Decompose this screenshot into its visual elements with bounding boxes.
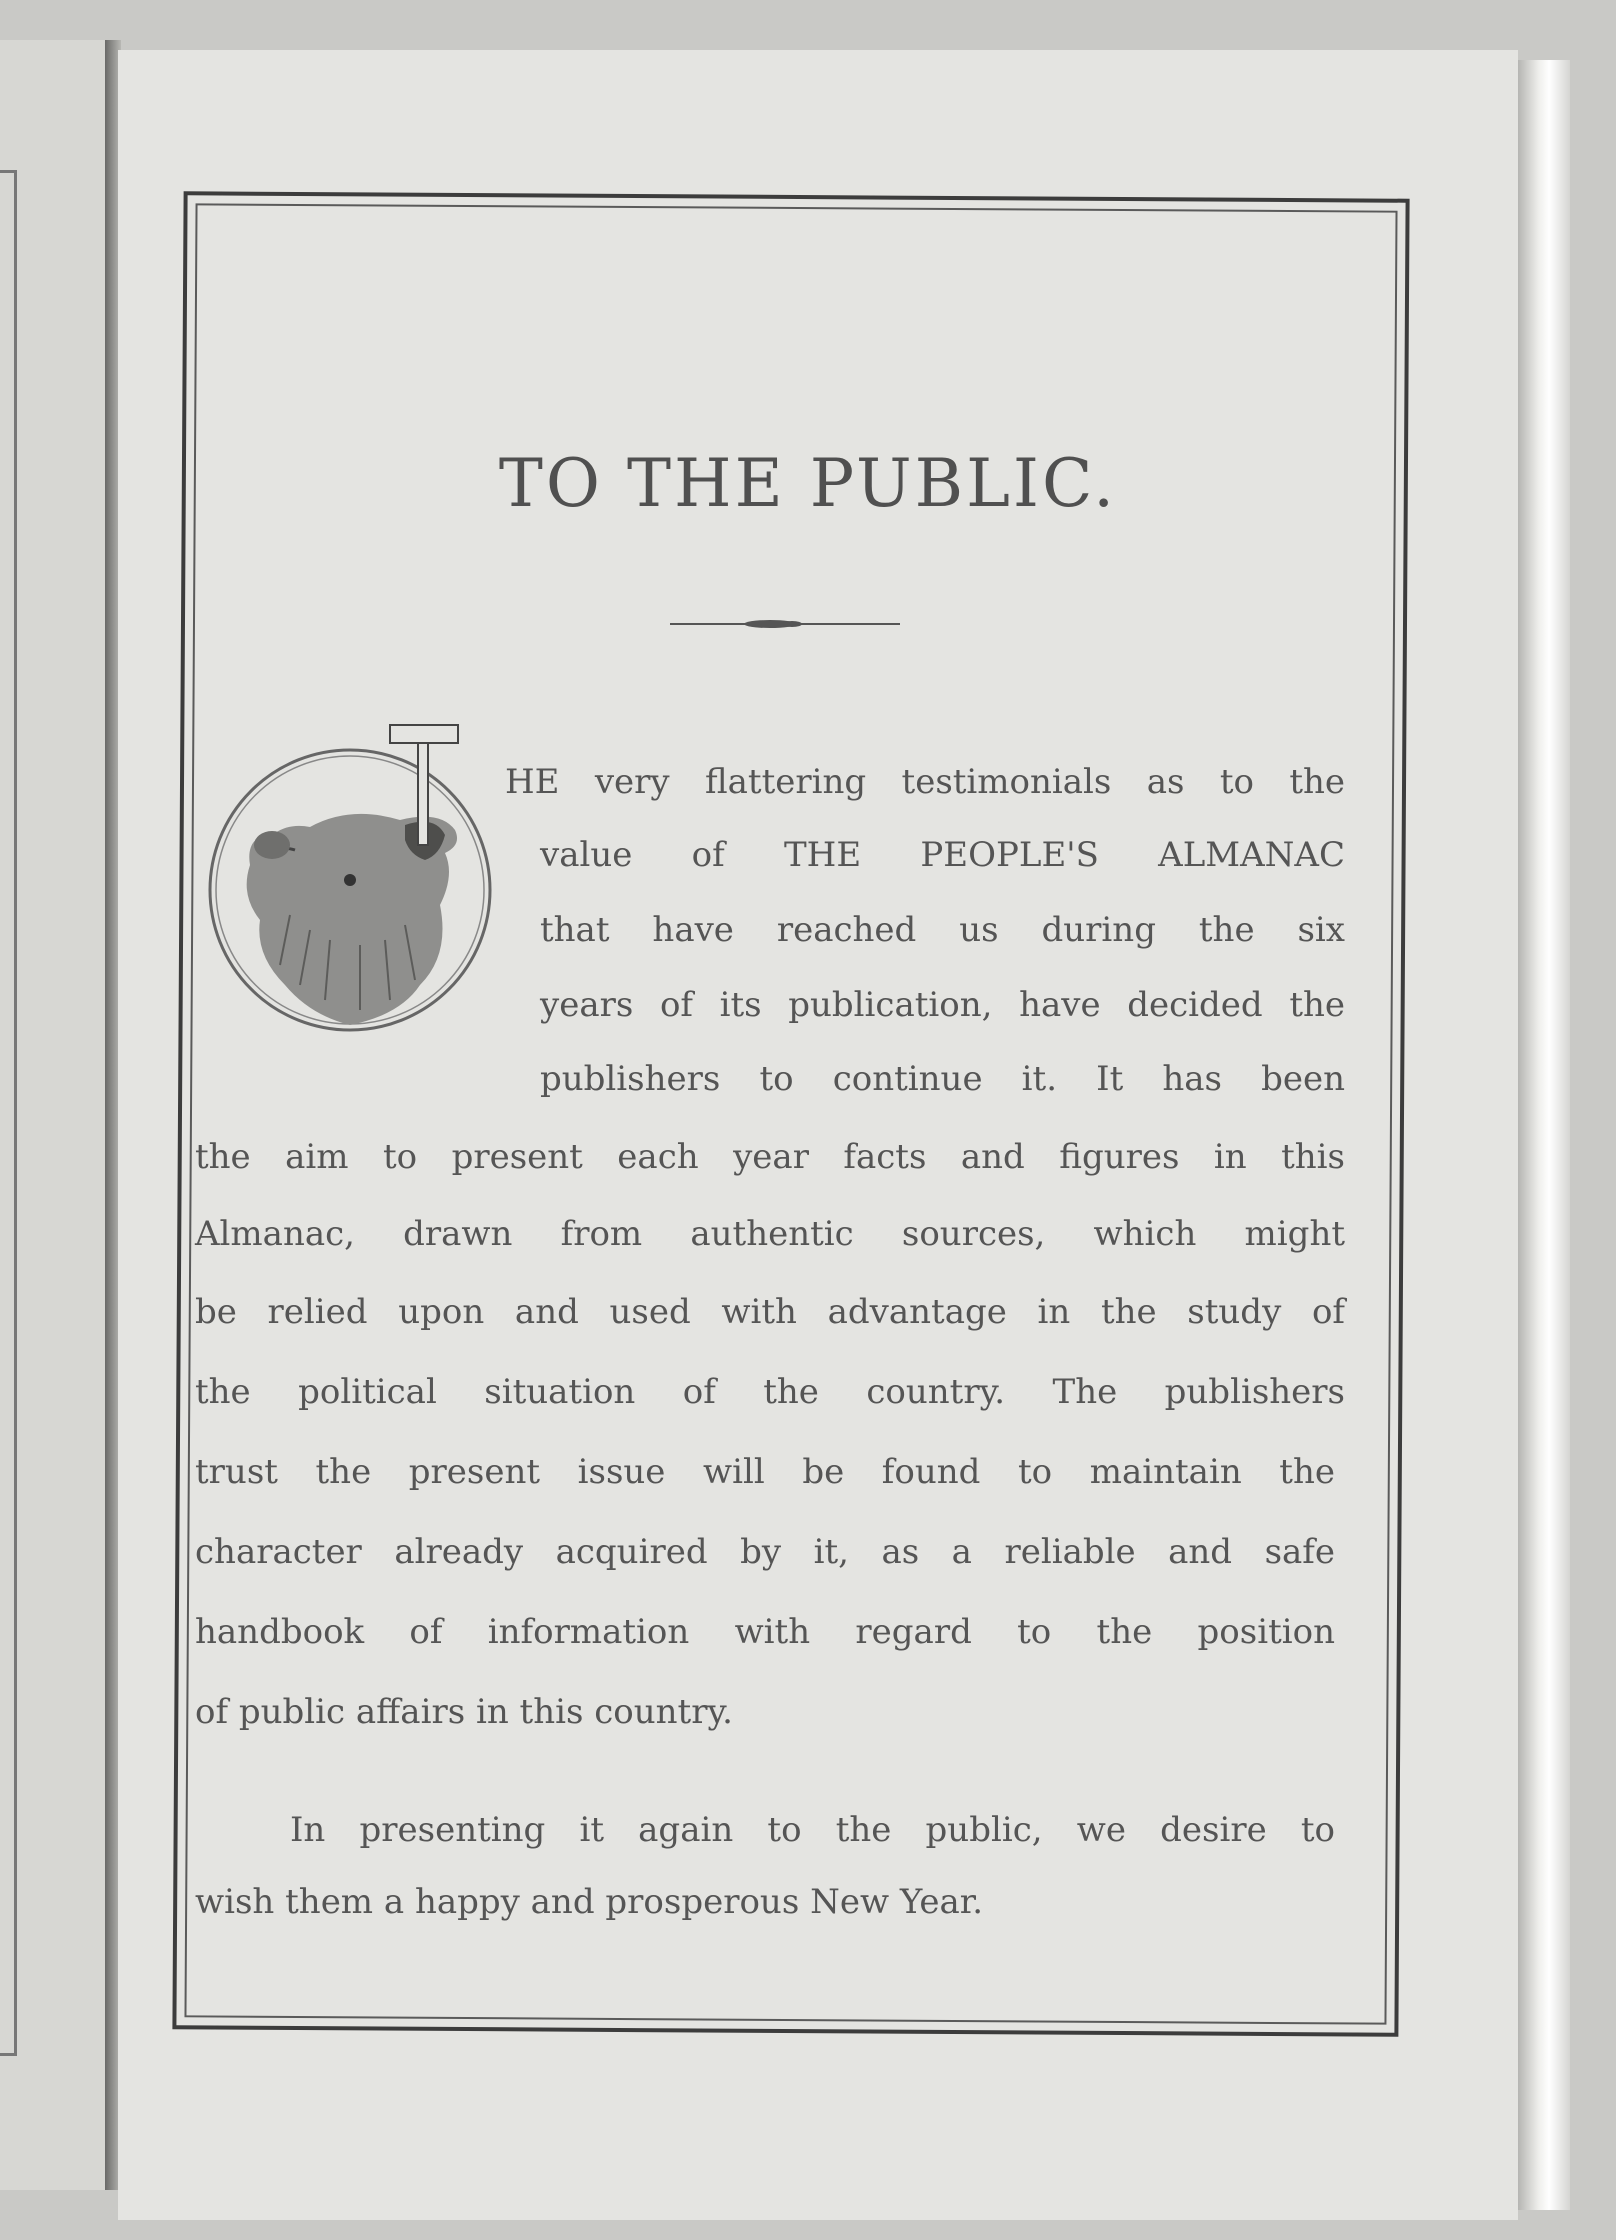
text-line: of public affairs in this country.	[195, 1692, 733, 1732]
text-line: wish them a happy and prosperous New Year.	[195, 1882, 984, 1922]
text-line: the aim to present each year facts and figures in this	[195, 1137, 1345, 1177]
text-line: years of its publication, have decided the	[540, 985, 1345, 1025]
text-line: that have reached us during the six	[540, 910, 1345, 950]
bear-dropcap-illustration	[200, 715, 510, 1055]
text-line: character already acquired by it, as a reliable and safe	[195, 1532, 1335, 1572]
text-line: trust the present issue will be found to maintain the	[195, 1452, 1335, 1492]
page-stack-edge	[1518, 60, 1570, 2210]
title-ornament-rule	[670, 616, 900, 632]
text-line: handbook of information with regard to the position	[195, 1612, 1335, 1652]
page-title: TO THE PUBLIC.	[498, 445, 1118, 522]
text-line: the political situation of the country. The publishers	[195, 1372, 1345, 1412]
text-line: Almanac, drawn from authentic sources, which might	[195, 1214, 1345, 1254]
text-line: In presenting it again to the public, we desire to	[290, 1810, 1335, 1850]
text-line: be relied upon and used with advantage in the study of	[195, 1292, 1345, 1332]
text-line: value of THE PEOPLE'S ALMANAC	[540, 835, 1345, 875]
facing-page-edge	[0, 40, 114, 2190]
text-line: HE very flattering testimonials as to the	[505, 762, 1345, 802]
text-line: publishers to continue it. It has been	[540, 1059, 1345, 1099]
